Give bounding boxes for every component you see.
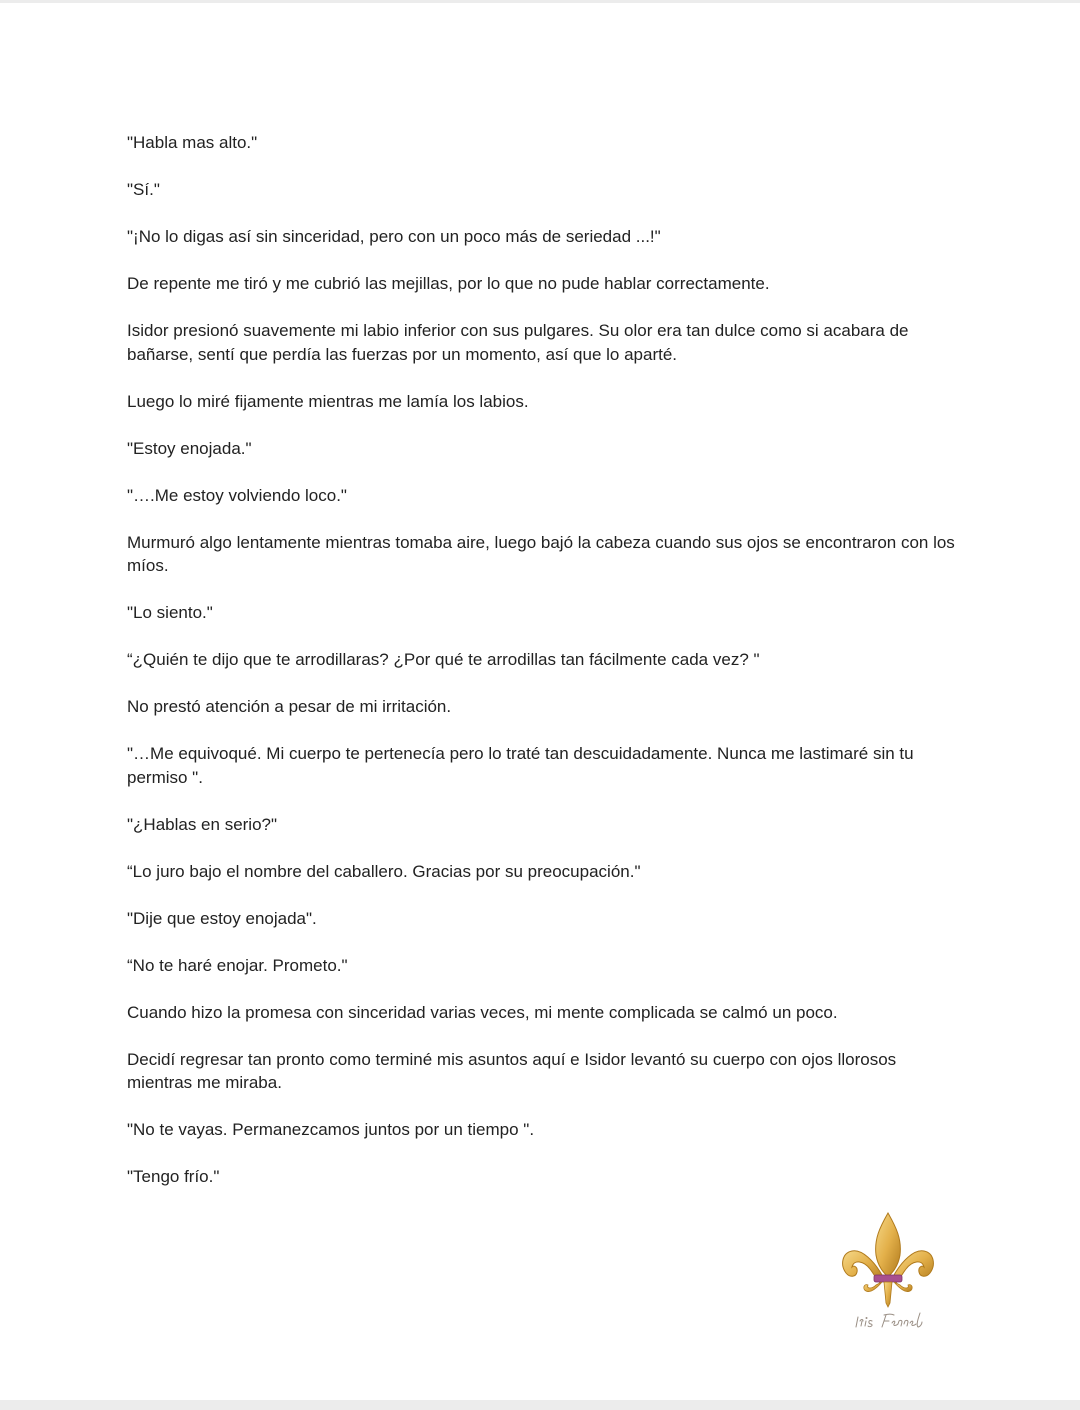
paragraph: Murmuró algo lentamente mientras tomaba aire, luego bajó la cabeza cuando sus ojos se encontraron con los míos. (127, 532, 955, 575)
paragraph: De repente me tiró y me cubrió las mejillas, por lo que no pude hablar correctamente. (127, 274, 770, 293)
fleur-de-lis-logo (836, 1209, 940, 1333)
paragraph: "….Me estoy volviendo loco." (127, 485, 347, 505)
paragraph: No prestó atención a pesar de mi irritación. (127, 697, 452, 716)
paragraph: “No te haré enojar. Prometo." (127, 955, 348, 975)
signature-mark (856, 1313, 922, 1327)
document-page (0, 3, 1080, 1400)
paragraph: Luego lo miré fijamente mientras me lamía los labios. (127, 391, 529, 411)
paragraph: "…Me equivoqué. Mi cuerpo te pertenecía pero lo traté tan descuidadamente. Nunca me lastimaré sin tu permiso ". (127, 744, 914, 787)
paragraph: Decidí regresar tan pronto como terminé mis asuntos aquí e Isidor levantó su cuerpo con ojos llorosos mientras me miraba. (127, 1049, 897, 1092)
paragraph: "Sí." (127, 180, 160, 199)
paragraph: "Habla mas alto." (127, 133, 258, 152)
paragraph: Isidor presionó suavemente mi labio inferior con sus pulgares. Su olor era tan dulce como si acabara de bañarse, sentí que perdía las fuerzas por un momento, así que lo aparté. (127, 321, 909, 364)
paragraph: "No te vayas. Permanezcamos juntos por un tiempo ". (127, 1120, 535, 1139)
paragraph: "¡No lo digas así sin sinceridad, pero con un poco más de seriedad ...!" (127, 227, 661, 246)
paragraph: "Lo siento." (127, 603, 213, 622)
paragraph: "Dije que estoy enojada". (127, 908, 317, 928)
document-body (127, 131, 957, 1212)
fleur-de-lis-icon (836, 1209, 940, 1333)
paragraph: "¿Hablas en serio?" (127, 814, 278, 834)
paragraph: "Tengo frío." (127, 1167, 220, 1186)
paragraph: Cuando hizo la promesa con sinceridad varias veces, mi mente complicada se calmó un poco. (127, 1002, 838, 1022)
paragraph: “¿Quién te dijo que te arrodillaras? ¿Por qué te arrodillas tan fácilmente cada vez? " (127, 650, 760, 669)
paragraph: "Estoy enojada." (127, 438, 252, 458)
paragraph: “Lo juro bajo el nombre del caballero. Gracias por su preocupación." (127, 861, 641, 881)
